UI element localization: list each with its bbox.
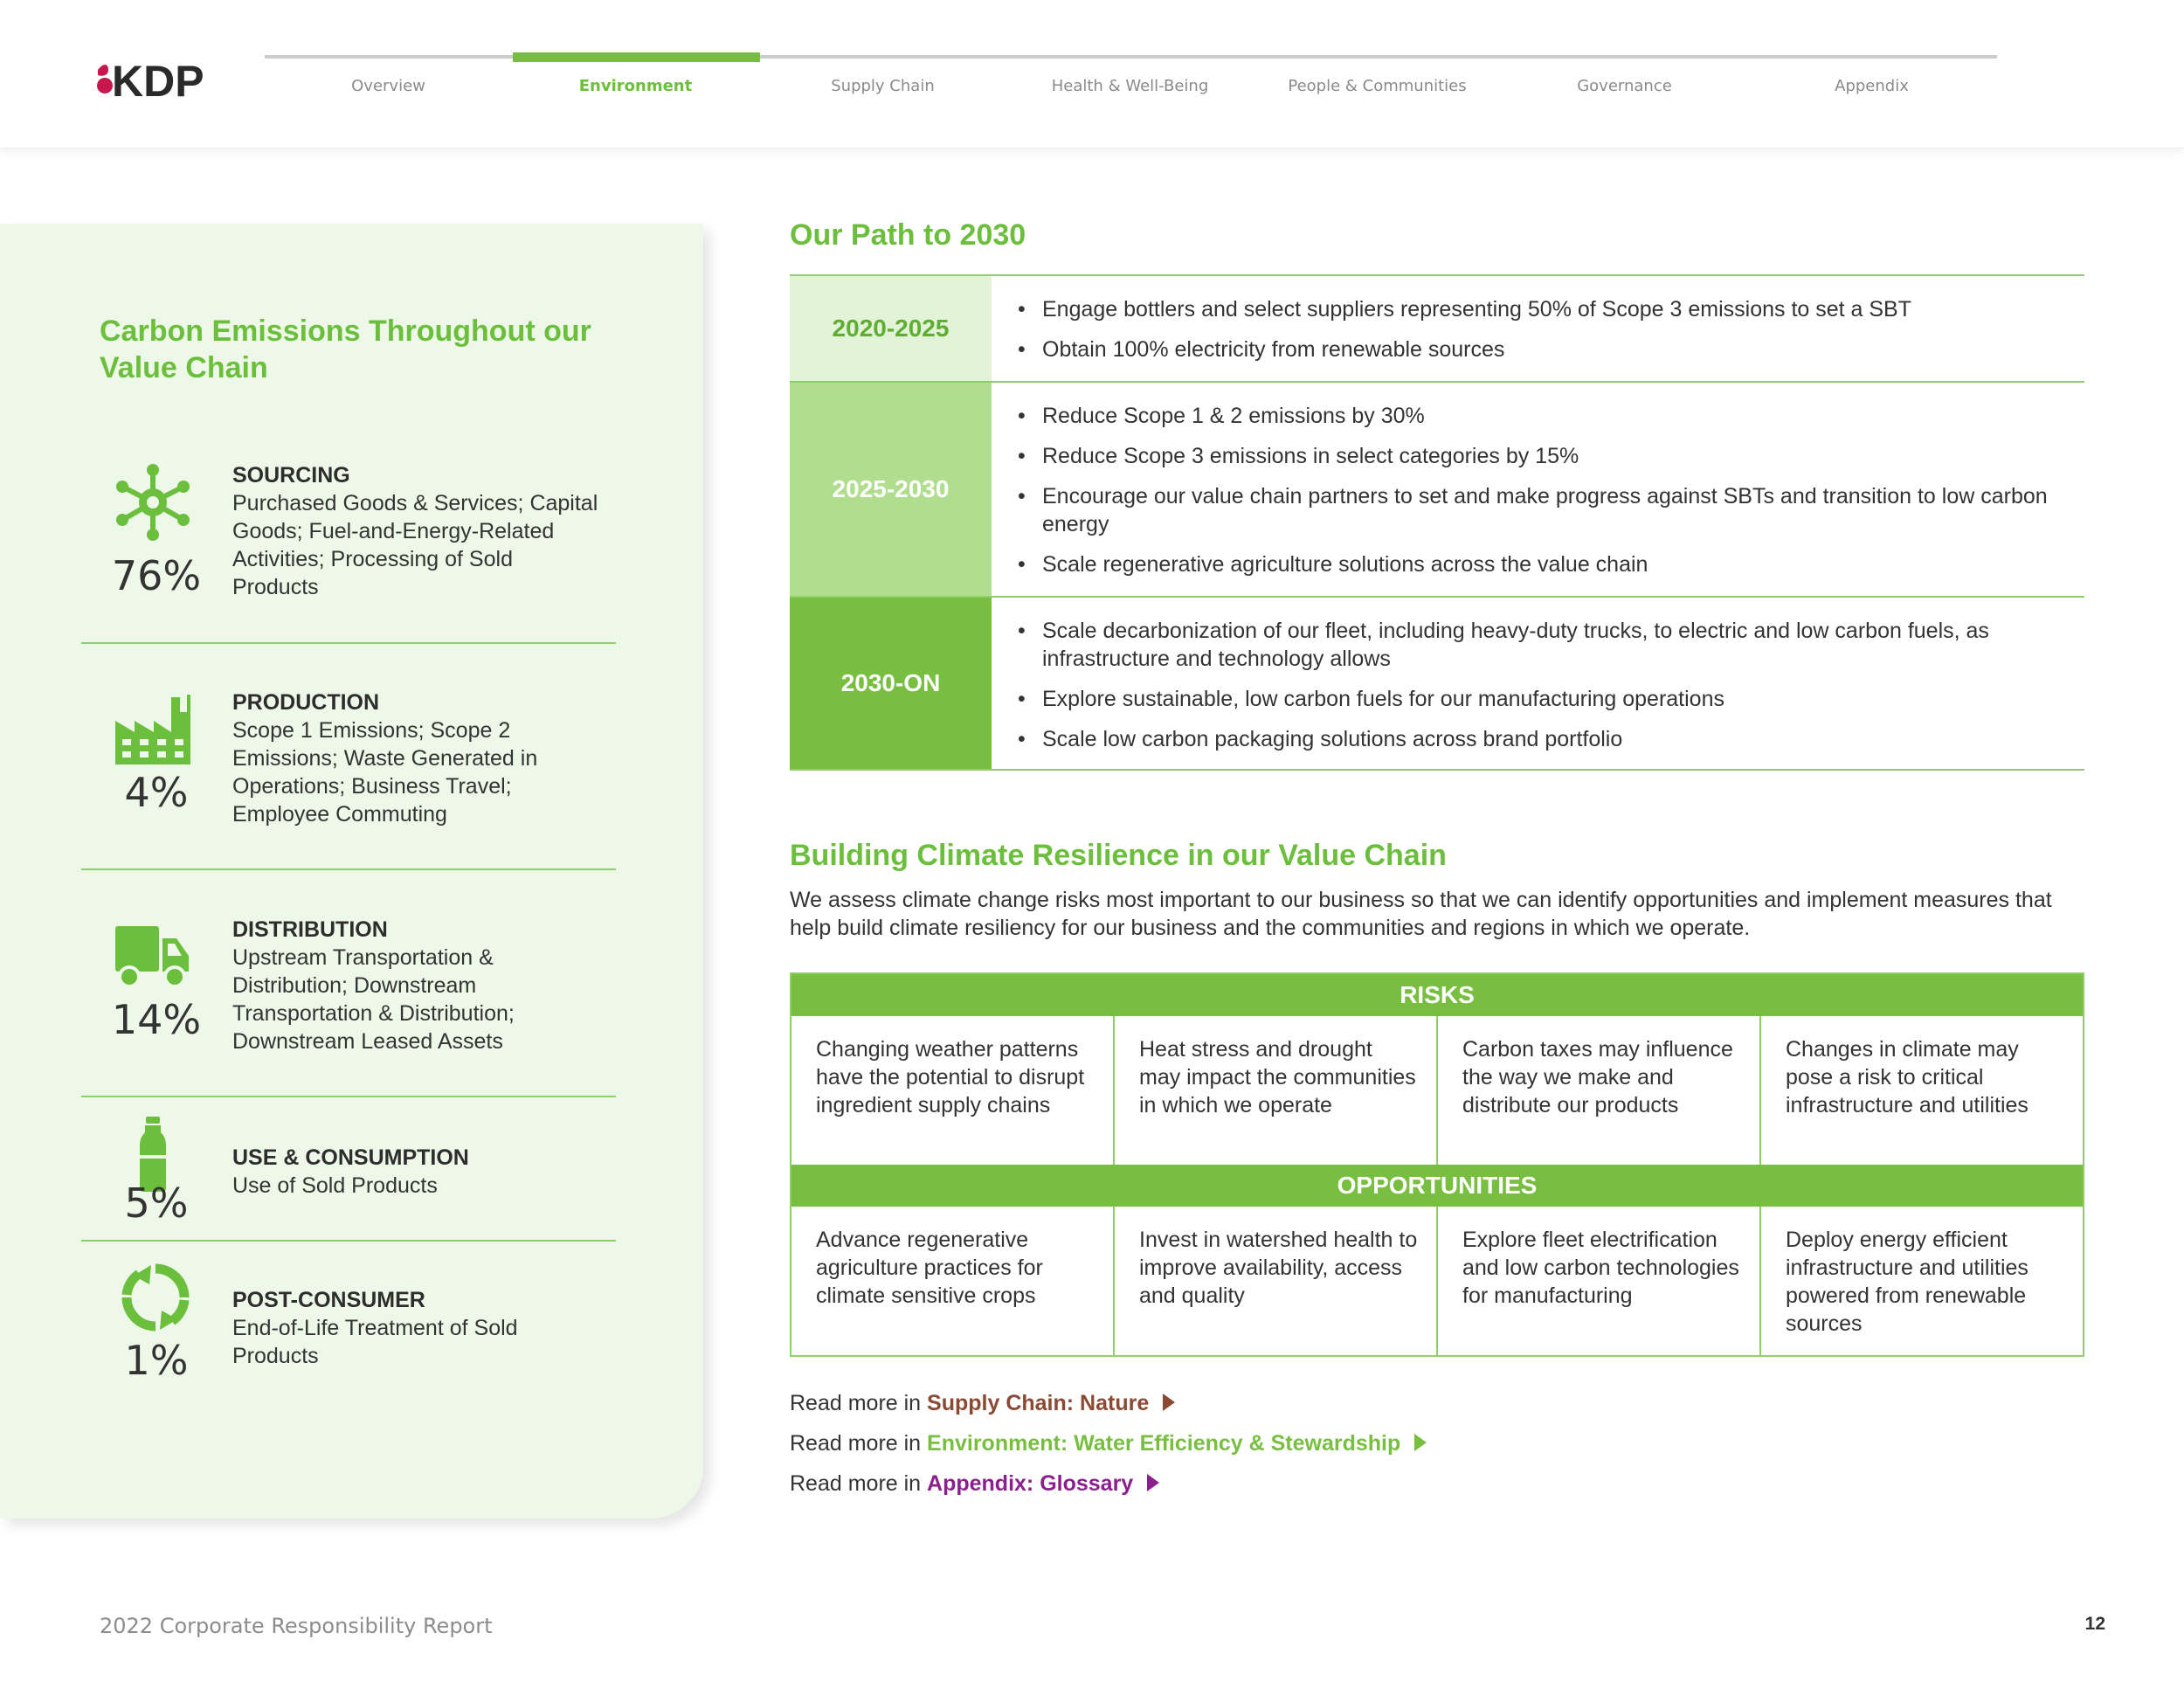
post-consumer-text: [232, 1286, 599, 1370]
climate-resilience-title: Building Climate Resilience in our Value Chain: [790, 839, 1447, 872]
production-desc: Scope 1 Emissions; Scope 2 Emissions; Waste Generated in Operations; Business Travel; Employee Commuting: [232, 718, 538, 827]
goal-item: • Engage bottlers and select suppliers representing 50% of Scope 3 emissions to set a SBT: [1016, 295, 2067, 323]
category-divider: [81, 1096, 616, 1097]
play-arrow-icon[interactable]: [1147, 1474, 1159, 1491]
production-name: PRODUCTION: [232, 690, 380, 715]
top-navigation-bar: [0, 0, 2184, 149]
risks-header: RISKS: [791, 974, 2083, 1016]
path-row-2030-on: [790, 596, 2084, 771]
period-label: 2025-2030: [790, 383, 992, 596]
post-consumer-name: POST-CONSUMER: [232, 1288, 425, 1312]
path-to-2030-table: [790, 274, 2084, 771]
tab-appendix[interactable]: Appendix: [1835, 77, 1909, 95]
risks-opportunities-table: [790, 972, 2084, 1357]
path-row-2020-2025: [790, 274, 2084, 381]
post-consumer-desc: End-of-Life Treatment of Sold Products: [232, 1316, 518, 1368]
production-percent: 4%: [124, 769, 189, 816]
kdp-logo[interactable]: [93, 52, 206, 105]
category-divider: [81, 642, 616, 644]
report-title-footer: 2022 Corporate Responsibility Report: [100, 1614, 493, 1638]
goal-item: • Scale regenerative agriculture solutions across the value chain: [1016, 550, 2067, 578]
use-consumption-desc: Use of Sold Products: [232, 1173, 438, 1198]
logo-text: KDP: [112, 57, 204, 105]
page-number: 12: [2084, 1614, 2105, 1634]
use-consumption-name: USE & CONSUMPTION: [232, 1145, 469, 1170]
sourcing-name: SOURCING: [232, 463, 350, 488]
read-more-prefix: Read more in: [790, 1431, 922, 1456]
risk-cell: Changing weather patterns have the potential to disrupt ingredient supply chains: [791, 1016, 1115, 1165]
sourcing-text: [232, 461, 599, 601]
opportunity-cell: Invest in watershed health to improve availability, access and quality: [1115, 1207, 1438, 1355]
goal-item: • Obtain 100% electricity from renewable sources: [1016, 336, 2067, 363]
use-consumption-percent: 5%: [124, 1180, 189, 1227]
opportunities-row: [791, 1207, 2083, 1355]
period-label: 2020-2025: [790, 276, 992, 381]
goal-item: • Explore sustainable, low carbon fuels for our manufacturing operations: [1016, 685, 2067, 713]
category-divider: [81, 868, 616, 870]
risk-cell: Carbon taxes may influence the way we make and distribute our products: [1438, 1016, 1761, 1165]
nav-active-indicator: [513, 52, 760, 62]
play-arrow-icon[interactable]: [1414, 1434, 1427, 1451]
read-more-prefix: Read more in: [790, 1471, 922, 1496]
distribution-desc: Upstream Transportation & Distribution; Downstream Transportation & Distribution; Downstream Leased Assets: [232, 945, 515, 1054]
read-more-supply-chain: [790, 1391, 1175, 1416]
tab-supply-chain[interactable]: Supply Chain: [831, 77, 935, 95]
distribution-name: DISTRIBUTION: [232, 917, 388, 942]
opportunities-header: OPPORTUNITIES: [791, 1165, 2083, 1207]
kdp-logo-icon: [93, 52, 206, 105]
goal-item: • Scale decarbonization of our fleet, including heavy-duty trucks, to electric and low carbon fuels, as infrastructure and technology allows: [1016, 617, 2067, 673]
distribution-percent: 14%: [111, 996, 202, 1043]
recycle-icon: [116, 1258, 195, 1337]
distribution-text: [232, 916, 599, 1055]
carbon-emissions-title: Carbon Emissions Throughout our Value Chain: [100, 315, 591, 384]
tab-health-well-being[interactable]: Health & Well-Being: [1051, 77, 1209, 95]
period-label: 2030-ON: [790, 598, 992, 769]
goal-item: • Scale low carbon packaging solutions across brand portfolio: [1016, 725, 2067, 753]
path-to-2030-title: Our Path to 2030: [790, 218, 1026, 252]
risk-cell: Changes in climate may pose a risk to critical infrastructure and utilities: [1786, 1037, 2028, 1117]
link-supply-chain-nature[interactable]: Supply Chain: Nature: [927, 1391, 1150, 1415]
climate-resilience-intro: We assess climate change risks most important to our business so that we can identify opportunities and implement measures that help build climate resiliency for our business and the communities and regions in which we operate.: [790, 888, 2052, 940]
opportunity-cell: Explore fleet electrification and low carbon technologies for manufacturing: [1438, 1207, 1761, 1355]
read-more-prefix: Read more in: [790, 1391, 922, 1415]
goal-item: • Reduce Scope 3 emissions in select categories by 15%: [1016, 442, 2067, 470]
tab-governance[interactable]: Governance: [1577, 77, 1672, 95]
read-more-glossary: [790, 1471, 1159, 1497]
opportunity-cell: Deploy energy efficient infrastructure and utilities powered from renewable sources: [1786, 1228, 2028, 1336]
sourcing-desc: Purchased Goods & Services; Capital Goods; Fuel-and-Energy-Related Activities; Processing of Sold Products: [232, 491, 598, 599]
goal-list: [992, 276, 2084, 381]
use-consumption-text: [232, 1144, 599, 1200]
truck-icon: [114, 917, 192, 996]
opportunity-cell: Advance regenerative agriculture practices for climate sensitive crops: [791, 1207, 1115, 1355]
category-divider: [81, 1240, 616, 1242]
sourcing-percent: 76%: [111, 552, 202, 599]
link-water-efficiency-stewardship[interactable]: Environment: Water Efficiency & Stewardship: [927, 1431, 1401, 1456]
section-tabs: [265, 77, 1997, 103]
path-row-2025-2030: [790, 381, 2084, 596]
factory-icon: [114, 690, 192, 769]
goal-list: [992, 383, 2084, 596]
post-consumer-percent: 1%: [124, 1337, 189, 1384]
tab-people-communities[interactable]: People & Communities: [1288, 77, 1467, 95]
production-text: [232, 688, 599, 828]
play-arrow-icon[interactable]: [1163, 1394, 1175, 1411]
link-appendix-glossary[interactable]: Appendix: Glossary: [927, 1471, 1134, 1496]
tab-environment[interactable]: Environment: [578, 77, 693, 95]
risk-cell: Heat stress and drought may impact the communities in which we operate: [1115, 1016, 1438, 1165]
tab-overview[interactable]: Overview: [351, 77, 425, 95]
read-more-water: [790, 1431, 1427, 1456]
network-icon: [114, 463, 192, 542]
goal-item: • Encourage our value chain partners to set and make progress against SBTs and transition to low carbon energy: [1016, 482, 2067, 538]
risks-row: [791, 1016, 2083, 1165]
goal-item: • Reduce Scope 1 & 2 emissions by 30%: [1016, 402, 2067, 430]
goal-list: [992, 598, 2084, 769]
